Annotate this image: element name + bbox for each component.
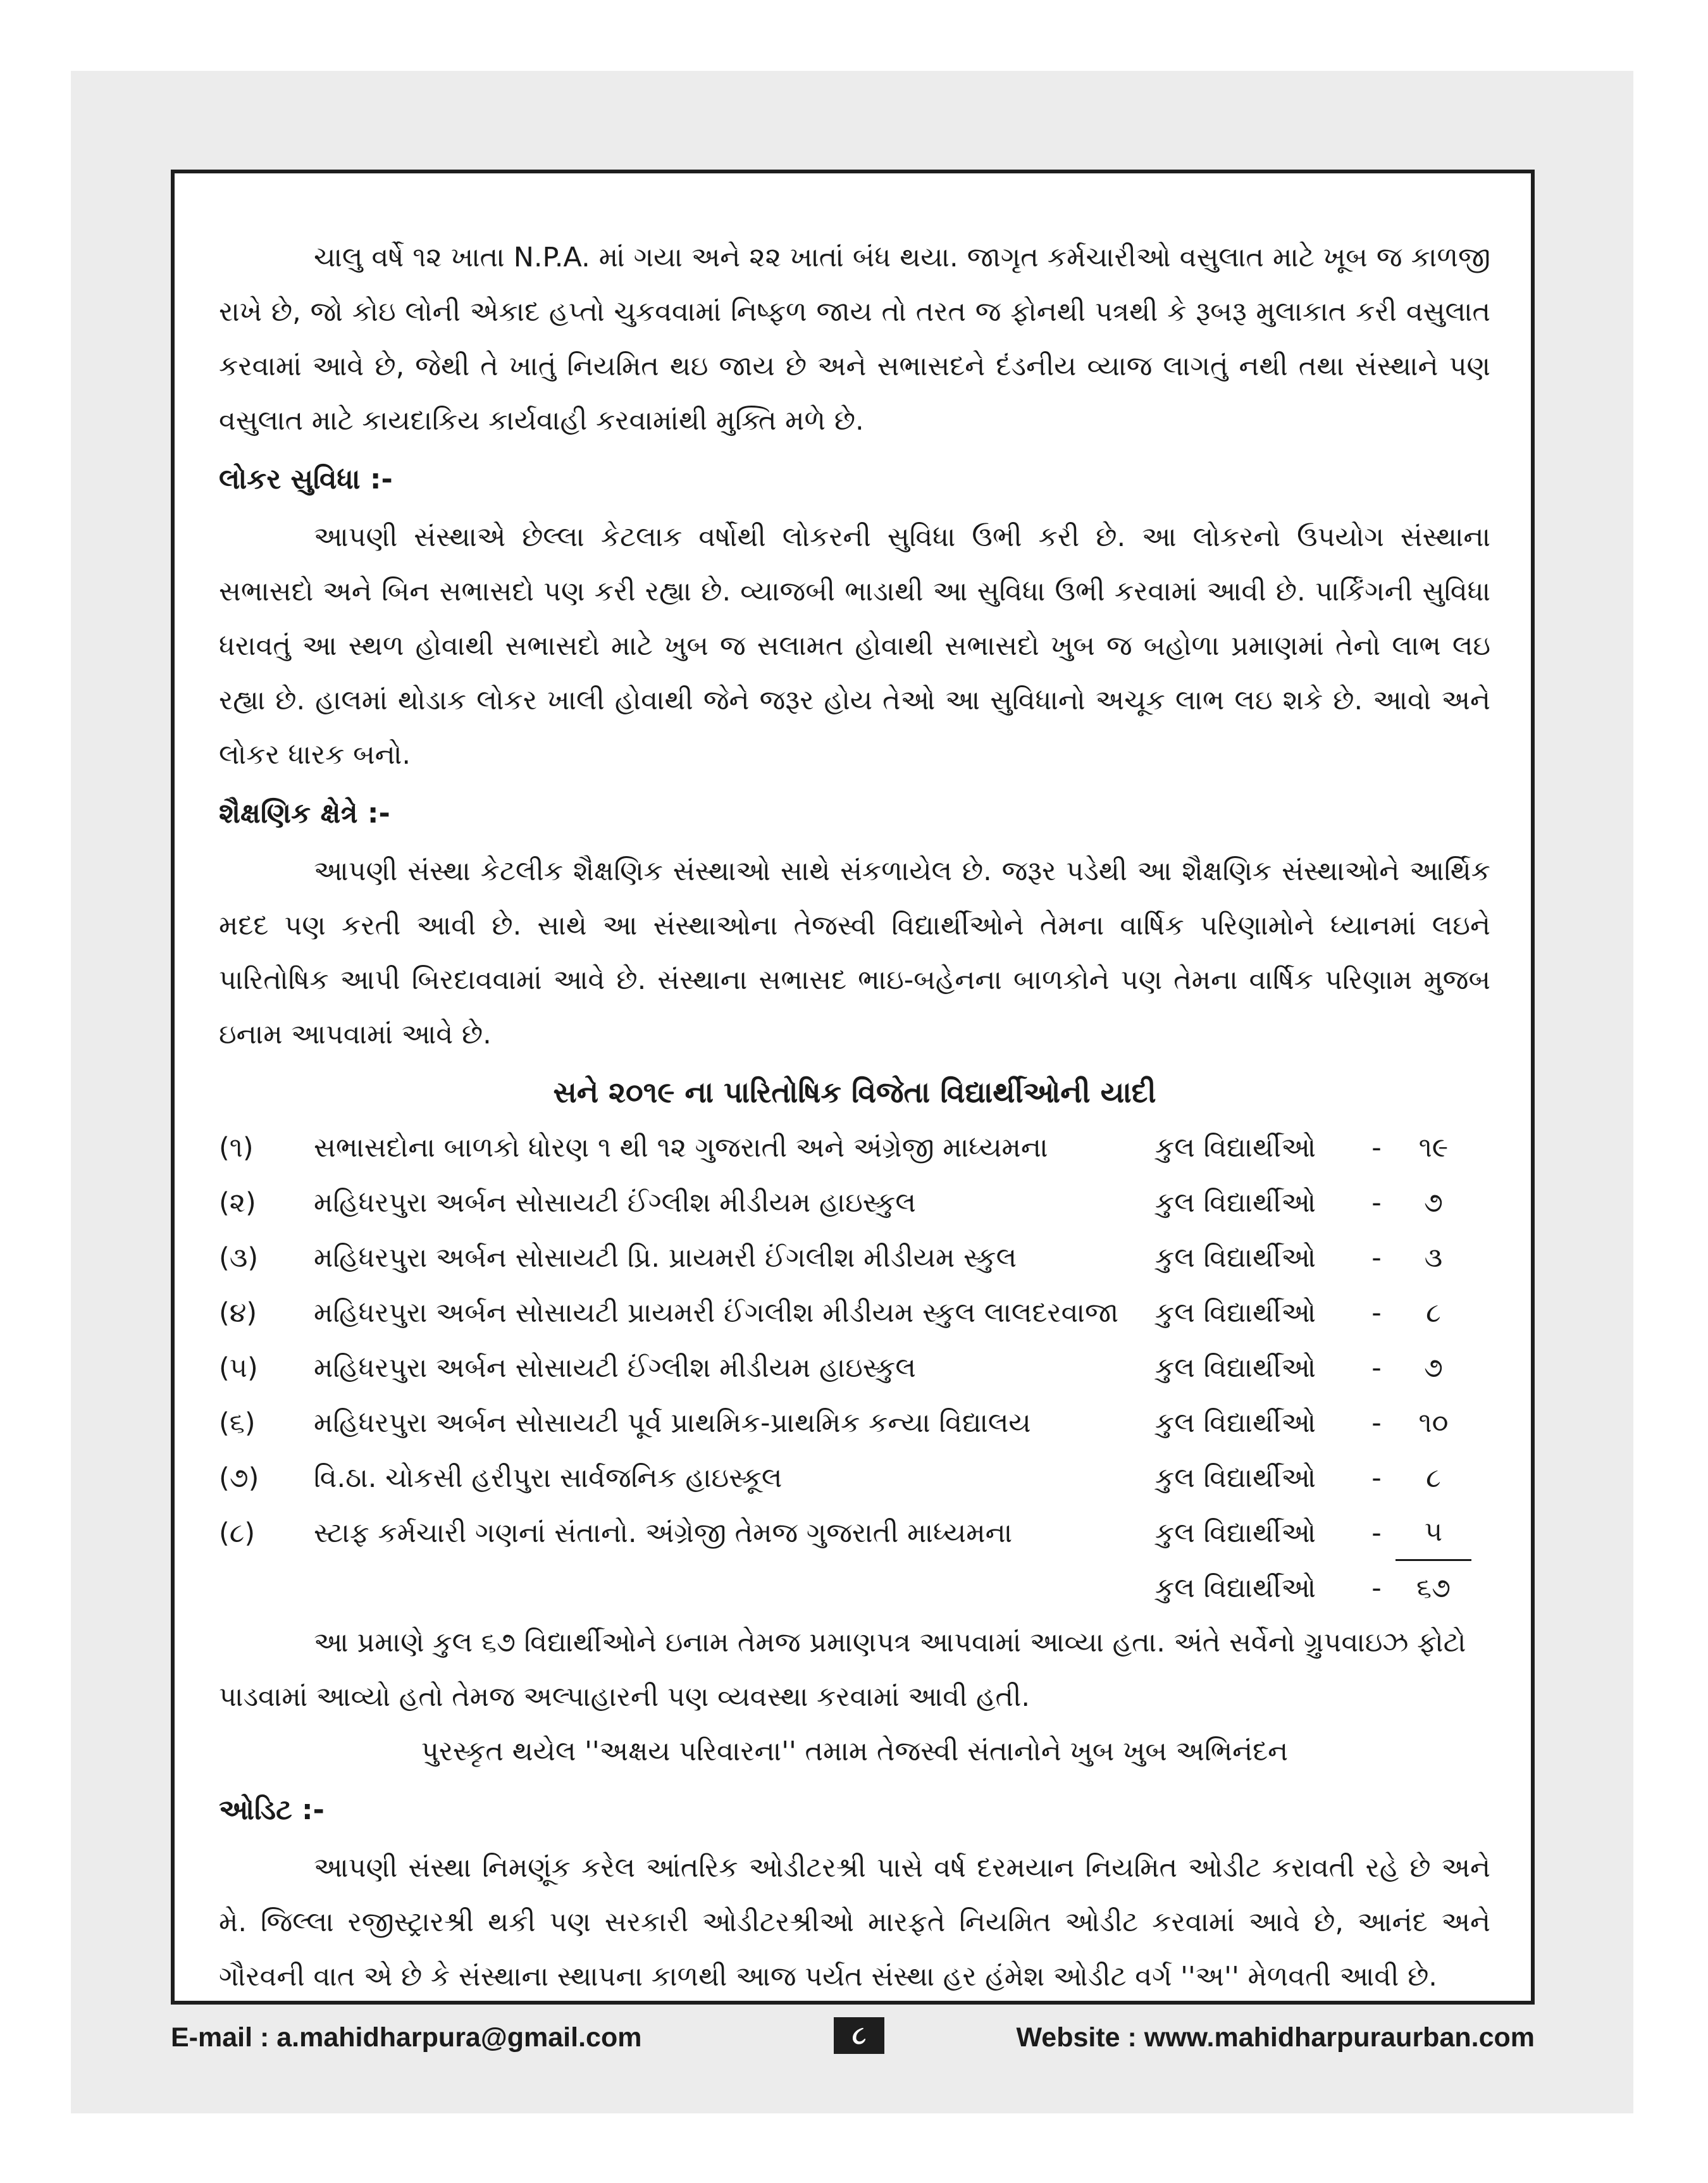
list-item-number: (૪) [219,1297,257,1329]
education-heading: શૈક્ષણિક ક્ષેત્રે :- [219,797,390,830]
content-frame [171,170,1535,2005]
list-item-dash: - [1371,1517,1382,1549]
audit-paragraph: આપણી સંસ્થા નિમણૂંક કરેલ આંતરિક ઓડીટરશ્રી પાસે વર્ષ દરમયાન નિયમિત ઓડીટ કરાવતી રહે છે અને મે. જિલ્લા રજીસ્ટ્રારશ્રી થકી પણ સરકારી ઓડીટરશ્રીઓ મારફતે નિયમિત ઓડીટ કરવામાં આવે છે, આનંદ અને ગૌરવની વાત એ છે કે સંસ્થાના સ્થાપના કાળથી આજ પર્યત સંસ્થા હર હંમેશ ઓડીટ વર્ગ ''અ'' મેળવતી આવી છે. [219,1852,1490,1993]
list-item-description: સ્ટાફ કર્મચારી ગણનાં સંતાનો. અંગ્રેજી તેમજ ગુજરાતી માધ્યમના [314,1517,1013,1549]
list-total-row [219,1560,1490,1615]
list-item-dash: - [1371,1186,1382,1219]
summary-paragraph: આ પ્રમાણે કુલ ૬૭ વિદ્યાર્થીઓને ઇનામ તેમજ પ્રમાણપત્ર આપવામાં આવ્યા હતા. અંતે સર્વેનો ગ્રુપવાઇઝ ફોટો પાડવામાં આવ્યો હતો તેમજ અલ્પાહારની પણ વ્યવસ્થા કરવામાં આવી હતી. [219,1627,1466,1713]
list-item-count: ૮ [1426,1297,1441,1329]
list-item-label: કુલ વિદ્યાર્થીઓ [1155,1241,1316,1274]
list-item-description: મહિધરપુરા અર્બન સોસાયટી ઈંગ્લીશ મીડીયમ હાઇસ્કુલ [314,1352,916,1384]
list-item-dash: - [1371,1462,1382,1494]
list-total-dash: - [1371,1572,1382,1604]
list-total-label: કુલ વિદ્યાર્થીઓ [1155,1572,1316,1604]
list-item [219,1395,1490,1450]
list-item-label: કુલ વિદ્યાર્થીઓ [1155,1517,1316,1549]
list-item-count: ૧૯ [1418,1131,1449,1164]
list-item-dash: - [1371,1241,1382,1274]
list-item-label: કુલ વિદ્યાર્થીઓ [1155,1407,1316,1439]
page-content [219,230,1490,2004]
list-item [219,1230,1490,1285]
list-total-count: ૬૭ [1416,1572,1451,1604]
list-item-number: (૫) [219,1352,258,1384]
list-item-count: ૭ [1424,1352,1443,1384]
list-item-description: મહિધરપુરા અર્બન સોસાયટી ઈંગ્લીશ મીડીયમ હાઇસ્કુલ [314,1186,916,1219]
list-item-description: મહિધરપુરા અર્બન સોસાયટી પ્રાયમરી ઈંગલીશ મીડીયમ સ્કુલ લાલદરવાજા [314,1297,1119,1329]
list-item-count: ૧૦ [1418,1407,1449,1439]
list-item-description: વિ.ઠા. ચોકસી હરીપુરા સાર્વજનિક હાઇસ્કૂલ [314,1462,783,1494]
education-paragraph: આપણી સંસ્થા કેટલીક શૈક્ષણિક સંસ્થાઓ સાથે સંકળાયેલ છે. જરૂર પડેથી આ શૈક્ષણિક સંસ્થાઓને આર્થિક મદદ પણ કરતી આવી છે. સાથે આ સંસ્થાઓના તેજસ્વી વિદ્યાર્થીઓને તેમના વાર્ષિક પરિણામોને ધ્યાનમાં લઇને પારિતોષિક આપી બિરદાવવામાં આવે છે. સંસ્થાના સભાસદ ભાઇ-બહેનના બાળકોને પણ તેમના વાર્ષિક પરિણામ મુજબ ઇનામ આપવામાં આવે છે. [219,855,1490,1050]
list-item [219,1175,1490,1230]
list-item-number: (૩) [219,1241,259,1274]
list-item-count: ૭ [1424,1186,1443,1219]
npa-paragraph: ચાલુ વર્ષે ૧૨ ખાતા N.P.A. માં ગયા અને ૨૨ ખાતાં બંધ થયા. જાગૃત કર્મચારીઓ વસુલાત માટે ખૂબ જ કાળજી રાખે છે, જો કોઇ લોની એકાદ હપ્તો ચુકવવામાં નિષ્ફળ જાય તો તરત જ ફોનથી પત્રથી કે રૂબરૂ મુલાકાત કરી વસુલાત કરવામાં આવે છે, જેથી તે ખાતું નિયમિત થઇ જાય છે અને સભાસદને દંડનીય વ્યાજ લાગતું નથી તથા સંસ્થાને પણ વસુલાત માટે કાયદાકિય કાર્યવાહી કરવામાંથી મુક્તિ મળે છે. [219,242,1490,437]
list-item-count: ૫ [1395,1505,1471,1561]
list-item-number: (૭) [219,1462,259,1494]
winners-list [219,1120,1490,1615]
list-item-number: (૮) [219,1517,256,1549]
footer-email: E-mail : a.mahidharpura@gmail.com [171,2022,642,2053]
page-number: ૮ [834,2017,884,2054]
list-item-description: સભાસદોના બાળકો ધોરણ ૧ થી ૧૨ ગુજરાતી અને અંગ્રેજી માધ્યમના [314,1131,1048,1164]
list-item-label: કુલ વિદ્યાર્થીઓ [1155,1131,1316,1164]
congratulations-line: પુરસ્કૃત થયેલ ''અક્ષય પરિવારના'' તમામ તેજસ્વી સંતાનોને ખુબ ખુબ અભિનંદન [421,1736,1289,1767]
list-item-dash: - [1371,1297,1382,1329]
list-item-description: મહિધરપુરા અર્બન સોસાયટી પૂર્વ પ્રાથમિક-પ્રાથમિક કન્યા વિદ્યાલય [314,1407,1031,1439]
list-item-count: ૩ [1424,1241,1443,1274]
list-item [219,1285,1490,1340]
list-item-dash: - [1371,1407,1382,1439]
list-item-number: (૧) [219,1131,254,1164]
list-item-label: કુલ વિદ્યાર્થીઓ [1155,1186,1316,1219]
list-item-dash: - [1371,1131,1382,1164]
page-footer [171,2017,1535,2062]
locker-heading: લોકર સુવિધા :- [219,463,393,495]
list-item-count: ૮ [1426,1462,1441,1494]
audit-heading: ઓડિટ :- [219,1794,325,1826]
list-item [219,1120,1490,1175]
winners-list-title: સને ૨૦૧૯ ના પારિતોષિક વિજેતા વિદ્યાર્થીઓની યાદી [553,1075,1156,1109]
footer-website: Website : www.mahidharpuraurban.com [1016,2022,1535,2053]
list-item-label: કુલ વિદ્યાર્થીઓ [1155,1462,1316,1494]
list-item-number: (૨) [219,1186,256,1219]
list-item [219,1505,1490,1560]
locker-paragraph: આપણી સંસ્થાએ છેલ્લા કેટલાક વર્ષોથી લોકરની સુવિધા ઉભી કરી છે. આ લોકરનો ઉપયોગ સંસ્થાના સભાસદો અને બિન સભાસદો પણ કરી રહ્યા છે. વ્યાજબી ભાડાથી આ સુવિધા ઉભી કરવામાં આવી છે. પાર્કિંગની સુવિધા ધરાવતું આ સ્થળ હોવાથી સભાસદો માટે ખુબ જ સલામત હોવાથી સભાસદો ખુબ જ બહોળા પ્રમાણમાં તેનો લાભ લઇ રહ્યા છે. હાલમાં થોડાક લોકર ખાલી હોવાથી જેને જરૂર હોય તેઓ આ સુવિધાનો અચૂક લાભ લઇ શકે છે. આવો અને લોકર ધારક બનો. [219,521,1490,771]
list-item-label: કુલ વિદ્યાર્થીઓ [1155,1352,1316,1384]
list-item [219,1340,1490,1395]
list-item-label: કુલ વિદ્યાર્થીઓ [1155,1297,1316,1329]
list-item-number: (૬) [219,1407,256,1439]
list-item-dash: - [1371,1352,1382,1384]
list-item-description: મહિધરપુરા અર્બન સોસાયટી પ્રિ. પ્રાયમરી ઈંગલીશ મીડીયમ સ્કુલ [314,1241,1017,1274]
list-item [219,1450,1490,1505]
